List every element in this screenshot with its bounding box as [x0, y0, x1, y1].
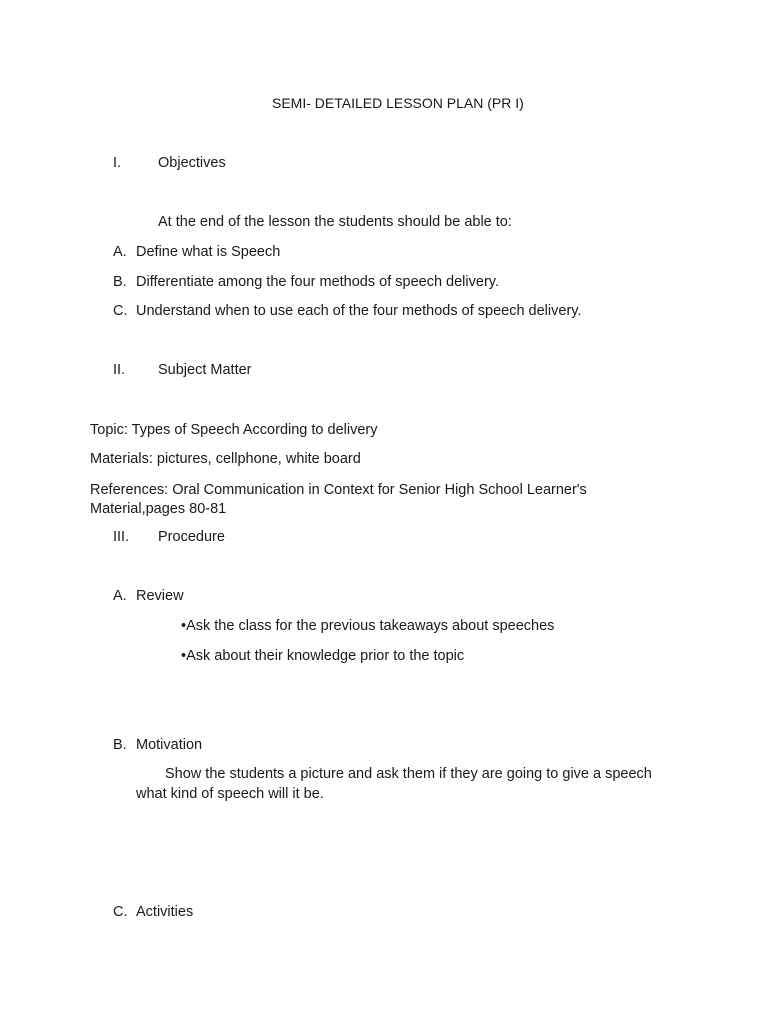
- references-line-2: Material,pages 80-81: [90, 501, 227, 517]
- motivation-letter: B.: [113, 737, 127, 753]
- section-numeral-procedure: III.: [113, 529, 130, 545]
- topic-line: Topic: Types of Speech According to delivery: [90, 422, 378, 438]
- references-line-1: References: Oral Communication in Context for Senior High School Learner's: [90, 482, 587, 498]
- objective-letter-c: C.: [113, 303, 128, 319]
- motivation-text-line-1: Show the students a picture and ask them if they are going to give a speech: [165, 766, 652, 782]
- review-bullet-2: •Ask about their knowledge prior to the topic: [181, 648, 465, 664]
- objective-item-a: Define what is Speech: [136, 244, 281, 260]
- review-bullet-1: •Ask the class for the previous takeaways about speeches: [181, 618, 555, 634]
- section-heading-objectives: Objectives: [158, 155, 226, 171]
- section-heading-procedure: Procedure: [158, 529, 225, 545]
- activities-letter: C.: [113, 904, 128, 920]
- review-letter: A.: [113, 588, 127, 604]
- review-heading: Review: [136, 588, 184, 604]
- objective-letter-a: A.: [113, 244, 127, 260]
- motivation-heading: Motivation: [136, 737, 203, 753]
- section-heading-subject-matter: Subject Matter: [158, 362, 252, 378]
- objective-letter-b: B.: [113, 274, 127, 290]
- activities-heading: Activities: [136, 904, 194, 920]
- objective-item-c: Understand when to use each of the four methods of speech delivery.: [136, 303, 582, 319]
- section-numeral-subject-matter: II.: [113, 362, 126, 378]
- motivation-text-line-2: what kind of speech will it be.: [136, 786, 324, 802]
- objectives-intro: At the end of the lesson the students should be able to:: [158, 214, 512, 230]
- document-title: SEMI- DETAILED LESSON PLAN (PR I): [272, 95, 524, 111]
- materials-line: Materials: pictures, cellphone, white board: [90, 451, 361, 467]
- section-numeral-objectives: I.: [113, 155, 122, 171]
- objective-item-b: Differentiate among the four methods of speech delivery.: [136, 274, 499, 290]
